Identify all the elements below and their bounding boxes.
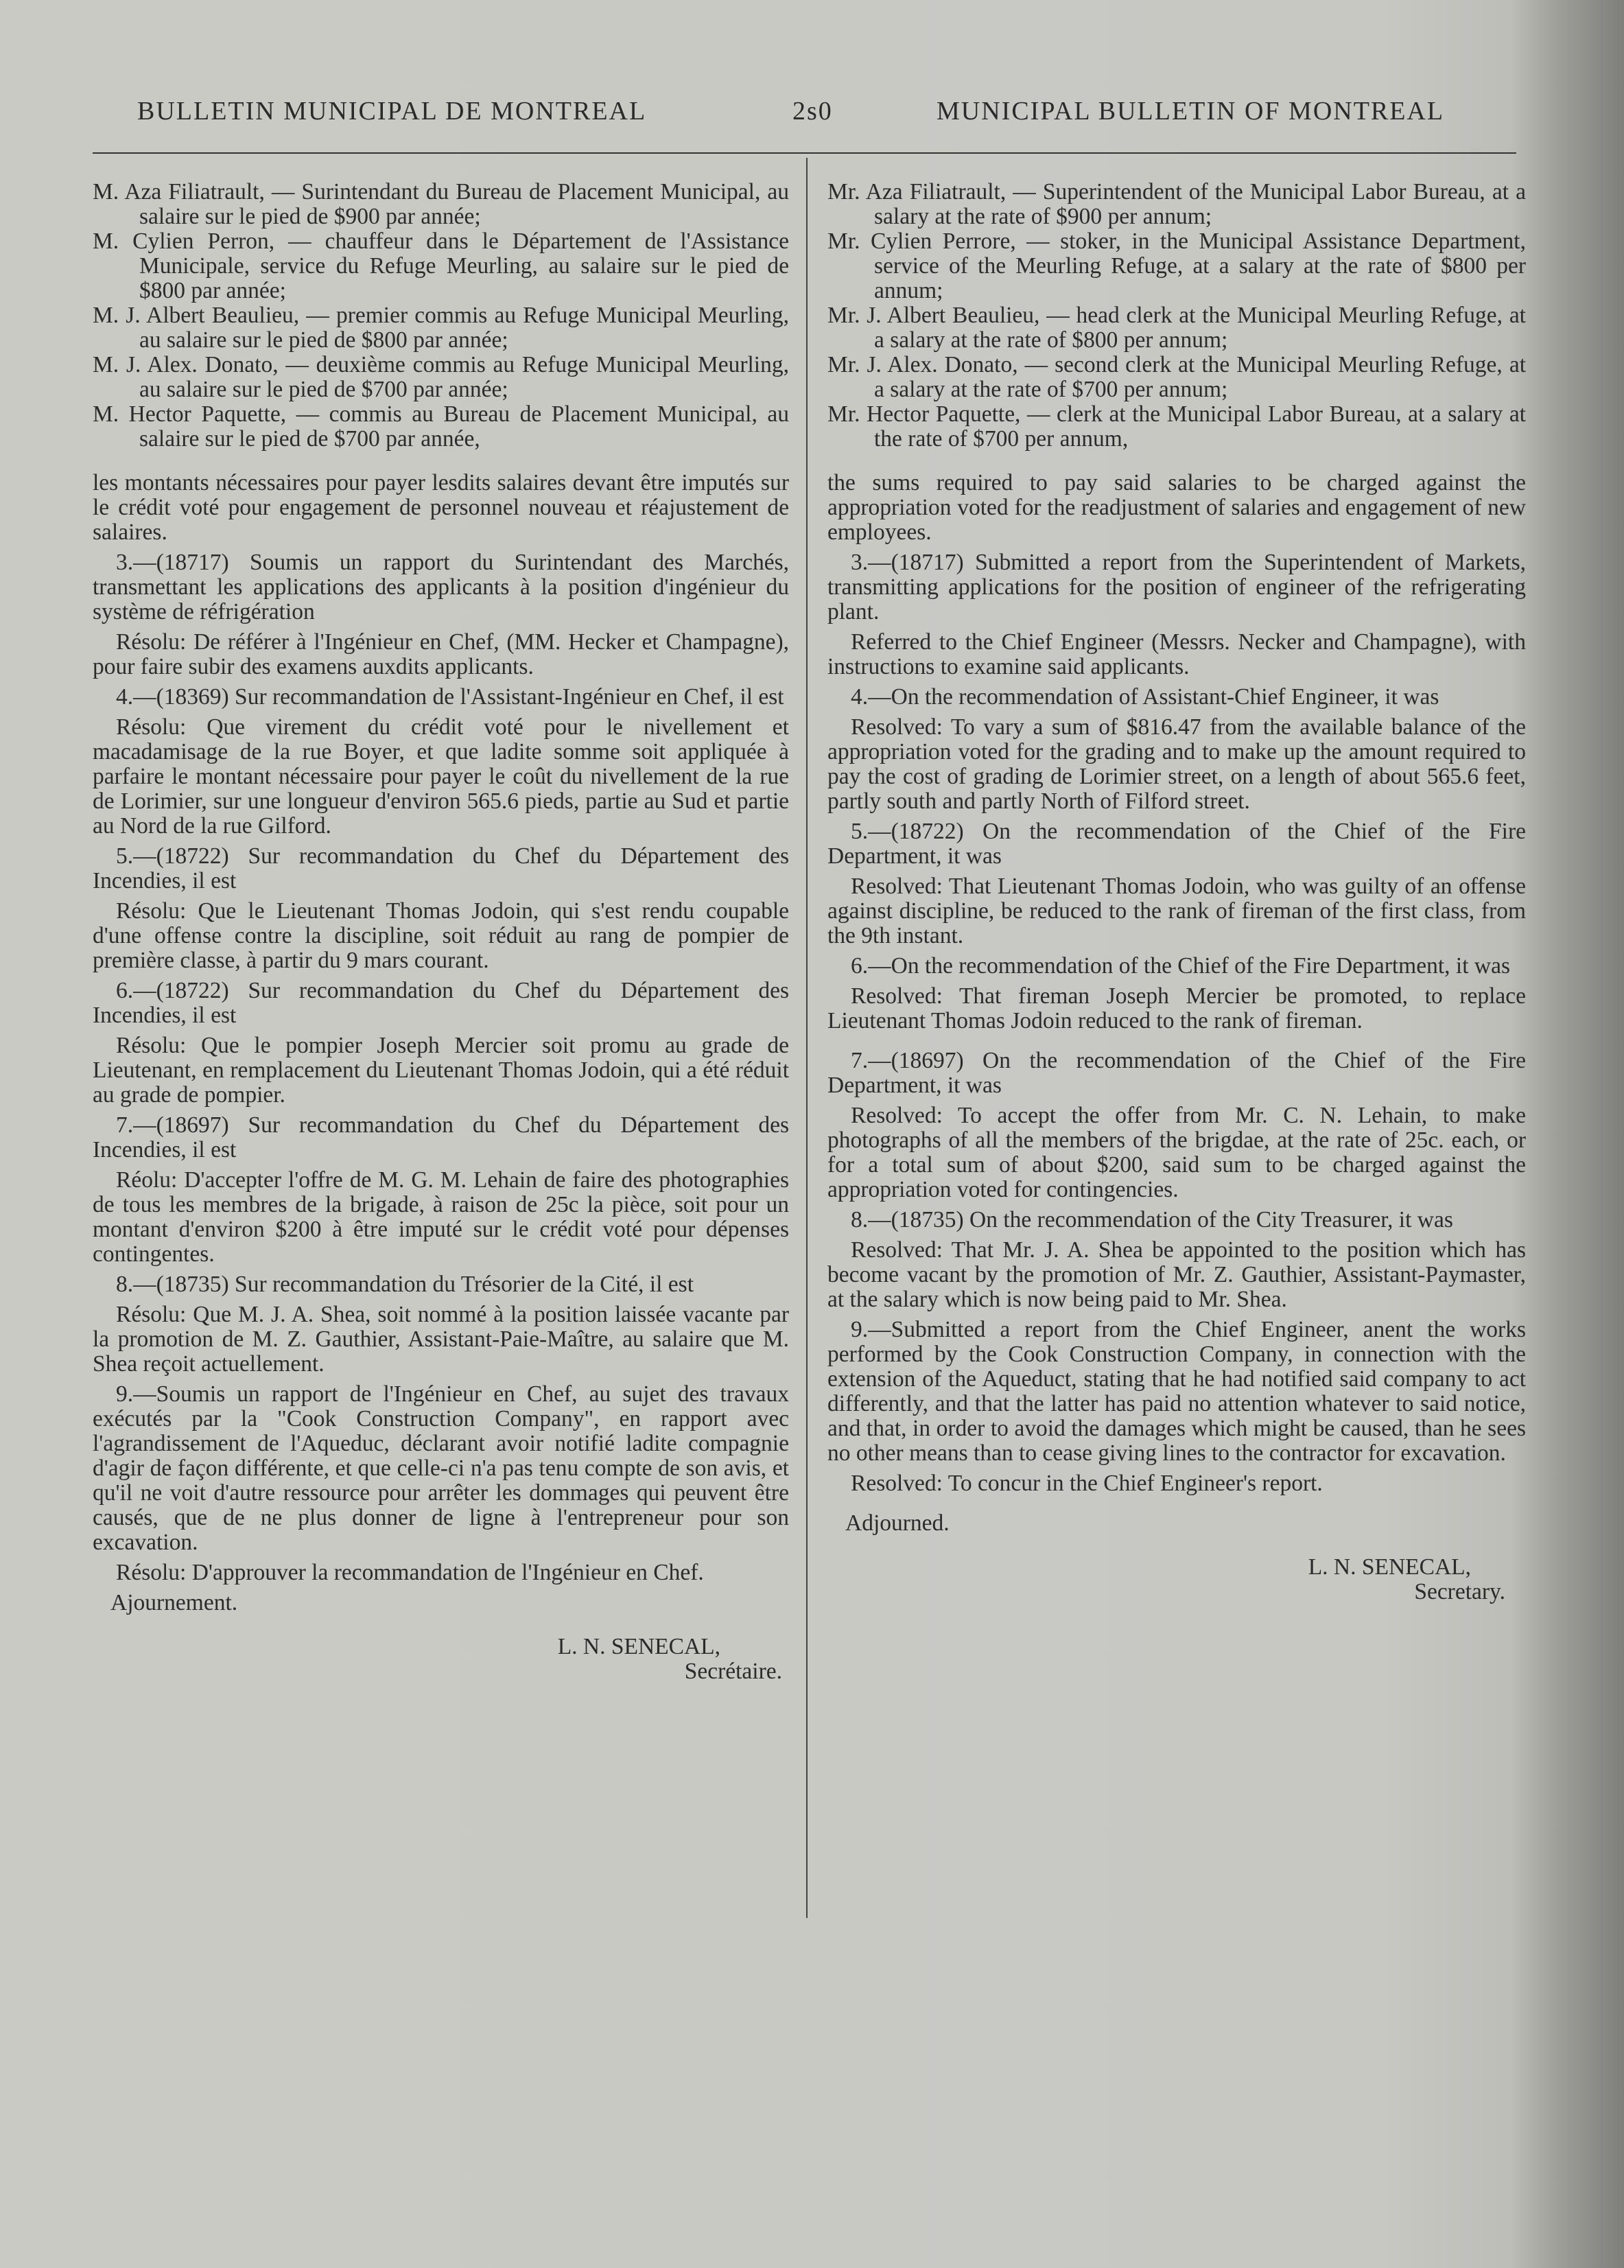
signature-role: Secretary. xyxy=(1414,1579,1505,1604)
paragraph: 5.—(18722) Sur recommandation du Chef du Département des Incendies, il est xyxy=(93,843,789,893)
paragraph: Réolu: D'accepter l'offre de M. G. M. Lehain de faire des photographies de tous les membres de la brigade, à raison de 25c la pièce, soit pour un montant d'environ $200 à être imputé sur le crédit voté pour dépenses contingentes. xyxy=(93,1167,789,1267)
paragraph: 7.—(18697) Sur recommandation du Chef du Département des Incendies, il est xyxy=(93,1112,789,1162)
paragraph: 7.—(18697) On the recommendation of the Chief of the Fire Department, it was xyxy=(827,1048,1526,1098)
appointment-entry: M. J. Albert Beaulieu, — premier commis au Refuge Municipal Meurling, au salaire sur le pied de $800 par année; xyxy=(93,303,789,353)
paragraph: 9.—Submitted a report from the Chief Engineer, anent the works performed by the Cook Construction Company, in connection with the extension of the Aqueduct, stating that he had notified said company to act differently, and that the latter has paid no attention whatever to said notice, and that, in order to avoid the damages which might be caused, than he sees no other means than to cease giving lines to the contractor for excavation. xyxy=(827,1317,1526,1466)
paragraph: 9.—Soumis un rapport de l'Ingénieur en Chef, au sujet des travaux exécutés par la "Cook Construction Company", en rapport avec l'agrandissement de l'Aqueduc, déclarant avoir notifié ladite compagnie d'agir de façon différente, et que celle-ci n'a pas tenu compte de son avis, et qu'il ne voit d'autre ressource pour arrêter les dommages qui peuvent être causés, que de ne plus donner de ligne à l'entrepreneur pour son excavation. xyxy=(93,1381,789,1555)
paragraph: Resolved: That Lieutenant Thomas Jodoin, who was guilty of an offense against discipline, be reduced to the rank of fireman of the first class, from the 9th instant. xyxy=(827,874,1526,948)
appointment-entry: M. J. Alex. Donato, — deuxième commis au Refuge Municipal Meurling, au salaire sur le pied de $700 par année; xyxy=(93,352,789,402)
paragraph: 5.—(18722) On the recommendation of the Chief of the Fire Department, it was xyxy=(827,819,1526,869)
paragraph: Résolu: De référer à l'Ingénieur en Chef, (MM. Hecker et Champagne), pour faire subir des examens auxdits applicants. xyxy=(93,629,789,679)
paragraph: Resolved: That Mr. J. A. Shea be appointed to the position which has become vacant by the promotion of Mr. Z. Gauthier, Assistant-Paymaster, at the salary which is now being paid to Mr. Shea. xyxy=(827,1237,1526,1312)
paragraph: Résolu: D'approuver la recommandation de l'Ingénieur en Chef. xyxy=(116,1560,704,1585)
paragraph: 3.—(18717) Submitted a report from the Superintendent of Markets, transmitting applications for the position of engineer of the refrigerating plant. xyxy=(827,550,1526,624)
paragraph: Résolu: Que M. J. A. Shea, soit nommé à la position laissée vacante par la promotion de M. Z. Gauthier, Assistant-Paie-Maître, au salaire que M. Shea reçoit actuellement. xyxy=(93,1302,789,1377)
paragraph: 8.—(18735) On the recommendation of the City Treasurer, it was xyxy=(851,1207,1453,1232)
appointment-entry: M. Hector Paquette, — commis au Bureau de Placement Municipal, au salaire sur le pied de $700 par année, xyxy=(93,401,789,452)
paragraph: 3.—(18717) Soumis un rapport du Surintendant des Marchés, transmettant les applications des applicants à la position d'ingénieur du système de réfrigération xyxy=(93,550,789,624)
appointment-entry: Mr. Cylien Perrore, — stoker, in the Municipal Assistance Department, service of the Meurling Refuge, at a salary at the rate of $800 per annum; xyxy=(827,229,1526,303)
paragraph: Resolved: To concur in the Chief Engineer's report. xyxy=(851,1471,1323,1496)
header-rule xyxy=(93,152,1516,154)
french-column xyxy=(93,180,789,1684)
adjournment: Ajournement. xyxy=(110,1590,238,1615)
signature-role: Secrétaire. xyxy=(684,1659,782,1684)
paragraph: the sums required to pay said salaries to be charged against the appropriation voted for the readjustment of salaries and engagement of new employees. xyxy=(827,470,1526,545)
paragraph: les montants nécessaires pour payer lesdits salaires devant être imputés sur le crédit voté pour engagement de personnel nouveau et réajustement de salaires. xyxy=(93,470,789,545)
page-header xyxy=(0,96,1624,137)
appointment-entry: Mr. Aza Filiatrault, — Superintendent of the Municipal Labor Bureau, at a salary at the rate of $900 per annum; xyxy=(827,179,1526,229)
appointment-entry: M. Aza Filiatrault, — Surintendant du Bureau de Placement Municipal, au salaire sur le pied de $900 par année; xyxy=(93,179,789,229)
paragraph: Résolu: Que le Lieutenant Thomas Jodoin, qui s'est rendu coupable d'une offense contre la discipline, soit réduit au rang de pompier de première classe, à partir du 9 mars courant. xyxy=(93,898,789,973)
paragraph: Résolu: Que le pompier Joseph Mercier soit promu au grade de Lieutenant, en remplacement du Lieutenant Thomas Jodoin, qui a été réduit au grade de pompier. xyxy=(93,1033,789,1108)
adjournment: Adjourned. xyxy=(845,1510,950,1536)
signature-block xyxy=(93,1635,789,1684)
signature-name: L. N. SENECAL, xyxy=(557,1634,720,1659)
column-divider xyxy=(806,158,808,1918)
paragraph: Résolu: Que virement du crédit voté pour le nivellement et macadamisage de la rue Boyer, et que ladite somme soit appliquée à parfaire le montant nécessaire pour payer le coût du nivellement de la rue de Lorimier, sur une longueur d'environ 565.6 pieds, partie au Sud et partie au Nord de la rue Gilford. xyxy=(93,714,789,839)
paragraph: Resolved: That fireman Joseph Mercier be promoted, to replace Lieutenant Thomas Jodoin reduced to the rank of fireman. xyxy=(827,983,1526,1033)
appointment-entry: Mr. J. Albert Beaulieu, — head clerk at the Municipal Meurling Refuge, at a salary at the rate of $800 per annum; xyxy=(827,303,1526,353)
paragraph: Referred to the Chief Engineer (Messrs. Necker and Champagne), with instructions to examine said applicants. xyxy=(827,629,1526,679)
paragraph: 4.—On the recommendation of Assistant-Chief Engineer, it was xyxy=(851,684,1439,710)
appointment-entry: M. Cylien Perron, — chauffeur dans le Département de l'Assistance Municipale, service du Refuge Meurling, au salaire sur le pied de $800 par année; xyxy=(93,229,789,303)
page-number: 2s0 xyxy=(792,97,833,126)
paragraph: 6.—On the recommendation of the Chief of the Fire Department, it was xyxy=(851,953,1510,979)
header-title-english: MUNICIPAL BULLETIN OF MONTREAL xyxy=(937,97,1445,126)
appointment-entry: Mr. Hector Paquette, — clerk at the Municipal Labor Bureau, at a salary at the rate of $700 per annum, xyxy=(827,401,1526,452)
paragraph: 4.—(18369) Sur recommandation de l'Assistant-Ingénieur en Chef, il est xyxy=(116,684,784,710)
english-column xyxy=(827,180,1526,1604)
paragraph: 8.—(18735) Sur recommandation du Trésorier de la Cité, il est xyxy=(116,1272,694,1297)
header-title-french: BULLETIN MUNICIPAL DE MONTREAL xyxy=(137,97,647,126)
signature-block xyxy=(827,1555,1526,1604)
appointment-entry: Mr. J. Alex. Donato, — second clerk at the Municipal Meurling Refuge, at a salary at the rate of $700 per annum; xyxy=(827,352,1526,402)
paragraph: Resolved: To accept the offer from Mr. C. N. Lehain, to make photographs of all the members of the brigdae, at the rate of 25c. each, or for a total sum of about $200, said sum to be charged against the appropriation voted for contingencies. xyxy=(827,1103,1526,1202)
signature-name: L. N. SENECAL, xyxy=(1308,1554,1471,1580)
paragraph: 6.—(18722) Sur recommandation du Chef du Département des Incendies, il est xyxy=(93,978,789,1028)
paragraph: Resolved: To vary a sum of $816.47 from the available balance of the appropriation voted for the grading and to make up the amount required to pay the cost of grading de Lorimier street, on a length of about 565.6 feet, partly south and partly North of Filford street. xyxy=(827,714,1526,814)
